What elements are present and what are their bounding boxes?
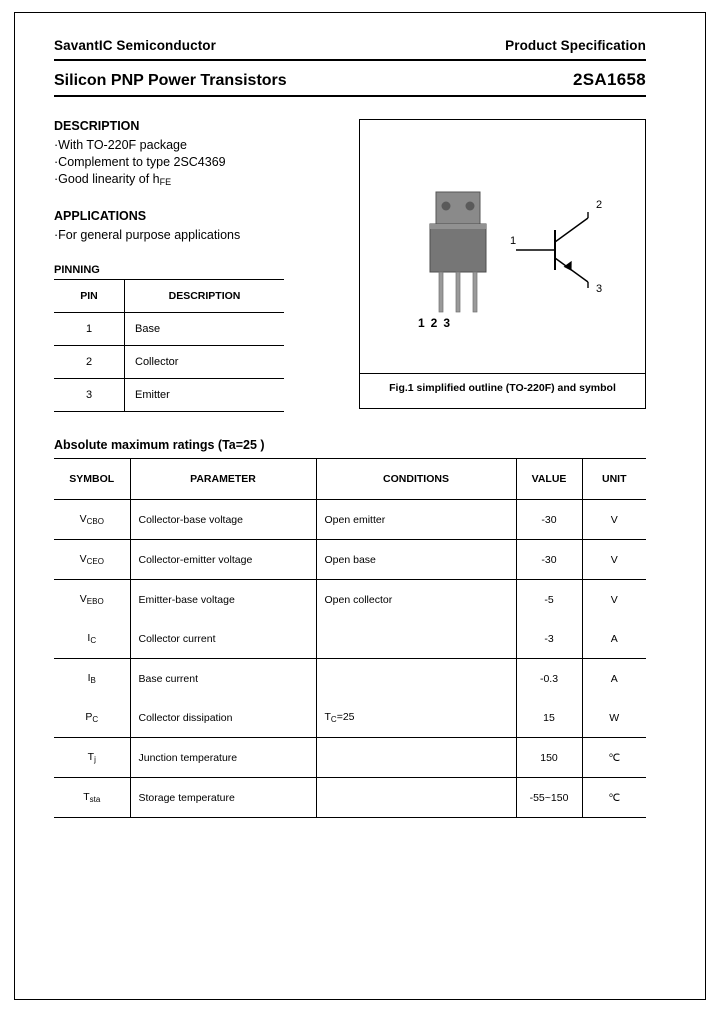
table-row	[54, 778, 646, 818]
description-item: ·With TO-220F package	[54, 138, 187, 152]
rating-unit: V	[582, 500, 646, 540]
pin-number: 2	[54, 346, 125, 379]
rating-conditions: TC=25	[316, 698, 516, 738]
table-row	[54, 313, 284, 346]
description-heading: DESCRIPTION	[54, 119, 140, 133]
company-name: SavantIC Semiconductor	[54, 38, 216, 53]
table-row	[54, 698, 646, 738]
svg-text:2: 2	[596, 200, 603, 211]
table-row	[54, 500, 646, 540]
table-row	[54, 580, 646, 620]
table-header-row	[54, 280, 284, 313]
pin-number: 3	[54, 379, 125, 412]
rating-parameter: Storage temperature	[130, 778, 316, 818]
rating-value: -30	[516, 540, 582, 580]
rating-unit: ℃	[582, 738, 646, 778]
rating-parameter: Collector dissipation	[130, 698, 316, 738]
table-row	[54, 619, 646, 659]
rating-unit: A	[610, 672, 618, 685]
applications-heading: APPLICATIONS	[54, 209, 147, 223]
package-pin-labels: 123	[418, 316, 457, 330]
rating-conditions	[316, 738, 516, 778]
figure-caption-divider	[360, 373, 645, 374]
document-type: Product Specification	[505, 38, 646, 53]
rating-symbol: IC	[54, 619, 130, 659]
rating-value: -5	[516, 580, 582, 620]
rating-unit: V	[610, 593, 618, 606]
title-row	[54, 70, 646, 90]
ratings-title: Absolute maximum ratings (Ta=25 )	[54, 438, 265, 452]
hfe-subscript: FE	[159, 177, 172, 187]
description-column	[54, 119, 344, 412]
header-divider	[54, 59, 646, 61]
column-header-conditions: CONDITIONS	[316, 459, 516, 500]
rating-symbol: IB	[54, 659, 130, 699]
rating-value: 150	[516, 738, 582, 778]
rating-symbol: VCEO	[54, 540, 130, 580]
pin-description: Collector	[125, 346, 285, 379]
column-header-parameter: PARAMETER	[130, 459, 316, 500]
pinning-table	[54, 279, 284, 412]
pnp-transistor-symbol	[510, 200, 620, 305]
absolute-maximum-ratings-table	[54, 458, 646, 818]
document-header	[54, 38, 646, 53]
page-title: Silicon PNP Power Transistors	[54, 72, 287, 89]
page-content	[54, 38, 646, 818]
table-row	[54, 540, 646, 580]
table-row	[54, 379, 284, 412]
to220f-package-drawing	[418, 190, 508, 325]
rating-unit: A	[582, 619, 646, 659]
rating-value: -0.3	[516, 659, 582, 699]
column-header-description: DESCRIPTION	[125, 280, 285, 313]
table-row	[54, 346, 284, 379]
rating-conditions	[316, 659, 516, 699]
rating-conditions: Open collector	[316, 580, 516, 620]
rating-conditions: Open base	[316, 540, 516, 580]
table-row	[54, 738, 646, 778]
rating-value: -3	[516, 619, 582, 659]
rating-parameter: Base current	[130, 659, 316, 699]
rating-symbol: Tj	[54, 738, 130, 778]
rating-value: -30	[516, 500, 582, 540]
applications-item: ·For general purpose applications	[54, 228, 241, 242]
rating-parameter: Collector current	[130, 619, 316, 659]
figure-box	[359, 119, 646, 409]
table-header-row	[54, 459, 646, 500]
rating-conditions	[316, 778, 516, 818]
figure-caption: Fig.1 simplified outline (TO-220F) and symbol	[389, 382, 616, 394]
rating-value: -55~150	[516, 778, 582, 818]
rating-unit: V	[582, 540, 646, 580]
rating-symbol: PC	[54, 698, 130, 738]
pin-description: Emitter	[125, 379, 285, 412]
rating-parameter: Collector-emitter voltage	[130, 540, 316, 580]
description-and-figure	[54, 119, 646, 412]
rating-conditions	[316, 619, 516, 659]
pin-number: 1	[54, 313, 125, 346]
rating-conditions: Open emitter	[316, 500, 516, 540]
rating-value: 15	[516, 698, 582, 738]
rating-unit: W	[582, 698, 646, 738]
title-divider	[54, 95, 646, 97]
rating-parameter: Collector-base voltage	[130, 500, 316, 540]
column-header-pin: PIN	[54, 280, 125, 313]
pinning-label: PINNING	[54, 264, 100, 276]
rating-parameter: Emitter-base voltage	[130, 580, 316, 620]
applications-block	[54, 209, 344, 244]
table-row	[54, 659, 646, 699]
svg-text:3: 3	[596, 283, 603, 295]
svg-text:1: 1	[510, 235, 517, 247]
description-item: ·Good linearity of $h_{FE}$	[54, 172, 172, 187]
part-number: 2SA1658	[573, 70, 646, 89]
column-header-unit: UNIT	[582, 459, 646, 500]
rating-symbol: VCBO	[54, 500, 130, 540]
pin-description: Base	[125, 313, 285, 346]
rating-parameter: Junction temperature	[130, 738, 316, 778]
column-header-symbol: SYMBOL	[54, 459, 130, 500]
description-item: ·Complement to type 2SC4369	[54, 155, 226, 169]
rating-unit: ℃	[582, 778, 646, 818]
rating-symbol: Tsta	[54, 778, 130, 818]
column-header-value: VALUE	[516, 459, 582, 500]
rating-symbol: VEBO	[54, 580, 130, 620]
